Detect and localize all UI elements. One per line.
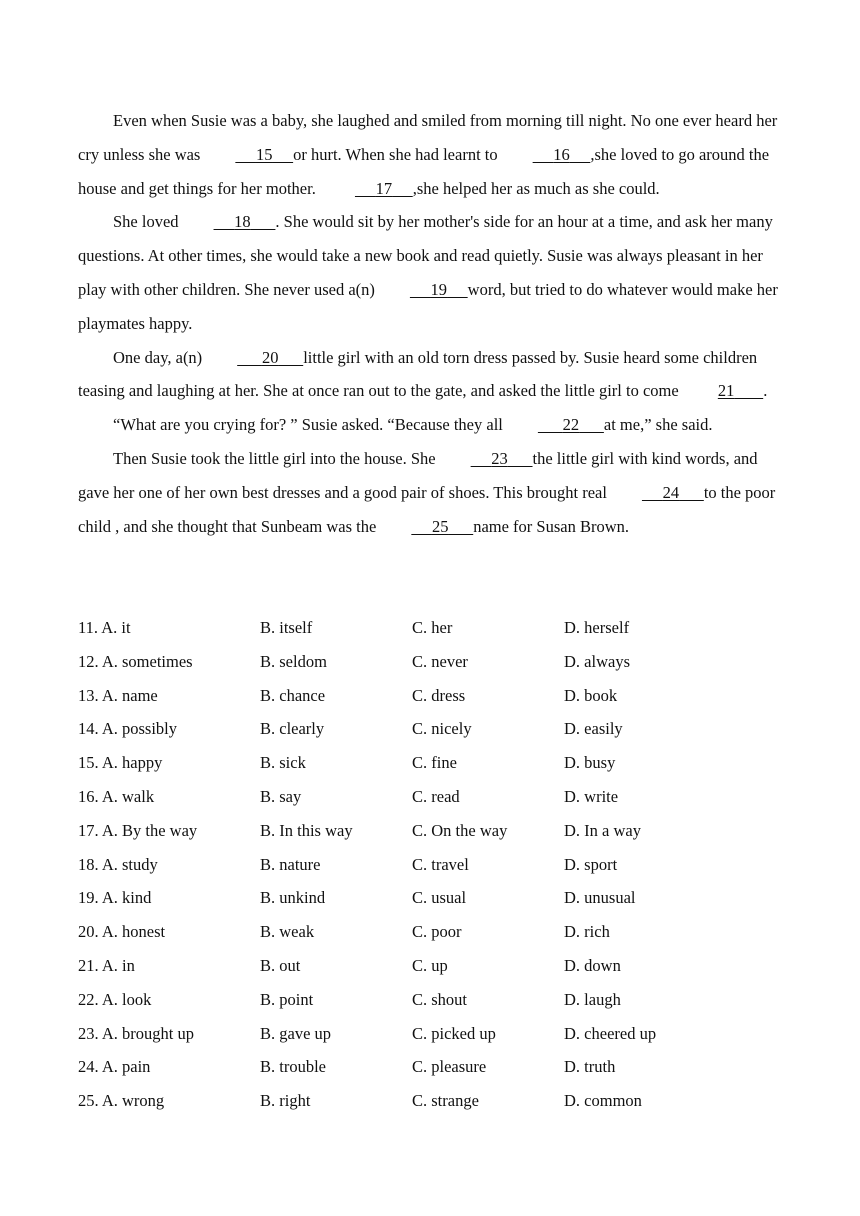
option-c: C. pleasure — [412, 1057, 487, 1077]
paragraph-5 — [78, 442, 784, 543]
blank-16: 16 — [553, 144, 570, 164]
option-a: 12. A. sometimes — [78, 651, 193, 671]
text: Even when Susie was a baby, she laughed and smiled from morning till night. No one ever heard her cry unless she was — [78, 111, 778, 164]
option-a: 21. A. in — [78, 955, 135, 975]
option-a: 20. A. honest — [78, 922, 166, 942]
text: to the poor child , and she thought that Sunbeam was the — [78, 482, 776, 536]
option-a: 24. A. pain — [78, 1057, 151, 1077]
option-a: 23. A. brought up — [78, 1023, 194, 1043]
text: name for Susan Brown. — [473, 516, 630, 536]
blank-24: 24 — [662, 482, 680, 502]
option-b: B. sick — [260, 753, 306, 773]
blank-25: 25 — [431, 516, 449, 536]
option-b: B. chance — [260, 685, 326, 705]
option-b: B. nature — [260, 854, 321, 874]
text: the little girl with kind words, and gave her one of her own best dresses and a good pair of shoes. This brought real — [78, 448, 758, 502]
option-c: C. never — [412, 651, 468, 671]
text: She loved — [113, 212, 179, 232]
option-row — [78, 645, 784, 679]
option-b: B. gave up — [260, 1023, 332, 1043]
blank-19: 19 — [430, 279, 448, 299]
option-row — [78, 611, 784, 645]
text: word, but tried to do whatever would make her playmates happy. — [78, 279, 778, 333]
option-c: C. nicely — [412, 719, 472, 739]
text: ,she helped her as much as she could. — [412, 178, 660, 198]
option-a: 18. A. study — [78, 854, 158, 874]
text: . — [763, 381, 768, 401]
option-d: D. down — [564, 955, 621, 975]
option-c: C. picked up — [412, 1023, 496, 1043]
option-c: C. up — [412, 955, 448, 975]
blank-23: 23 — [491, 448, 508, 468]
option-c: C. read — [412, 786, 460, 806]
blank-22: 22 — [562, 415, 580, 435]
option-b: B. right — [260, 1091, 311, 1111]
option-c: C. strange — [412, 1091, 479, 1111]
option-row — [78, 848, 784, 882]
option-d: D. always — [564, 651, 630, 671]
paragraph-3 — [78, 341, 784, 409]
option-row — [78, 780, 784, 814]
text: at me,” she said. — [603, 415, 713, 435]
option-row — [78, 1084, 784, 1118]
text: Then Susie took the little girl into the house. She — [113, 448, 436, 468]
option-b: B. say — [260, 786, 302, 806]
cloze-passage — [78, 104, 784, 543]
option-b: B. point — [260, 989, 314, 1009]
blank-20: 20 — [261, 347, 279, 367]
option-row — [78, 983, 784, 1017]
text: One day, a(n) — [113, 347, 203, 367]
option-row — [78, 679, 784, 713]
text: “What are you crying for? ” Susie asked. “Because they all — [113, 415, 503, 435]
option-row — [78, 1017, 784, 1051]
option-a: 16. A. walk — [78, 786, 155, 806]
option-c: C. her — [412, 618, 453, 637]
option-c: C. usual — [412, 888, 467, 908]
blank-21: 21 — [717, 381, 735, 401]
option-row — [78, 712, 784, 746]
option-c: C. poor — [412, 922, 462, 942]
option-c: C. dress — [412, 685, 466, 705]
option-a: 13. A. name — [78, 685, 158, 705]
option-d: D. truth — [564, 1057, 616, 1077]
option-d: D. common — [564, 1091, 642, 1111]
blank-17: 17 — [375, 178, 393, 198]
option-d: D. In a way — [564, 820, 641, 840]
option-d: D. book — [564, 685, 618, 705]
text: little girl with an old torn dress passed by. Susie heard some children teasing and laughing at her. She at once ran out to the gate, and asked the little girl to come — [78, 347, 758, 401]
text: or hurt. When she had learnt to — [293, 144, 498, 164]
option-d: D. write — [564, 786, 619, 806]
option-row — [78, 915, 784, 949]
option-b: B. clearly — [260, 719, 325, 739]
blank-18: 18 — [234, 212, 251, 232]
option-d: D. rich — [564, 922, 610, 942]
paragraph-1 — [78, 104, 784, 205]
blank-15: 15 — [255, 144, 273, 164]
option-a: 25. A. wrong — [78, 1091, 165, 1111]
option-row — [78, 746, 784, 780]
text: ,she loved to go around the house and get things for her mother. — [78, 144, 770, 198]
paragraph-4 — [78, 408, 784, 442]
option-a: 15. A. happy — [78, 753, 163, 773]
option-b: B. In this way — [260, 820, 353, 840]
option-row — [78, 949, 784, 983]
paragraph-2 — [78, 205, 784, 340]
option-d: D. cheered up — [564, 1023, 657, 1043]
option-b: B. trouble — [260, 1057, 326, 1077]
option-a: 14. A. possibly — [78, 719, 178, 739]
option-row — [78, 881, 784, 915]
option-d: D. laugh — [564, 989, 621, 1009]
option-d: D. sport — [564, 854, 618, 874]
text: . She would sit by her mother's side for an hour at a time, and ask her many questions. At other times, she would take a new book and read quietly. Susie was always pleasant in her play with other children. She never used a(n) — [78, 212, 773, 299]
option-c: C. fine — [412, 753, 457, 773]
option-b: B. itself — [260, 618, 313, 637]
option-a: 17. A. By the way — [78, 820, 198, 840]
answer-options — [78, 611, 784, 1118]
option-b: B. out — [260, 955, 301, 975]
option-row — [78, 1050, 784, 1084]
option-c: C. shout — [412, 989, 468, 1009]
option-d: D. busy — [564, 753, 616, 773]
option-a: 19. A. kind — [78, 888, 152, 908]
option-d: D. herself — [564, 618, 630, 637]
option-c: C. On the way — [412, 820, 508, 840]
option-row — [78, 814, 784, 848]
option-d: D. unusual — [564, 888, 636, 908]
option-a: 11. A. it — [78, 618, 131, 637]
option-b: B. weak — [260, 922, 315, 942]
option-b: B. seldom — [260, 651, 327, 671]
option-c: C. travel — [412, 854, 469, 874]
option-a: 22. A. look — [78, 989, 152, 1009]
option-d: D. easily — [564, 719, 623, 739]
option-b: B. unkind — [260, 888, 326, 908]
